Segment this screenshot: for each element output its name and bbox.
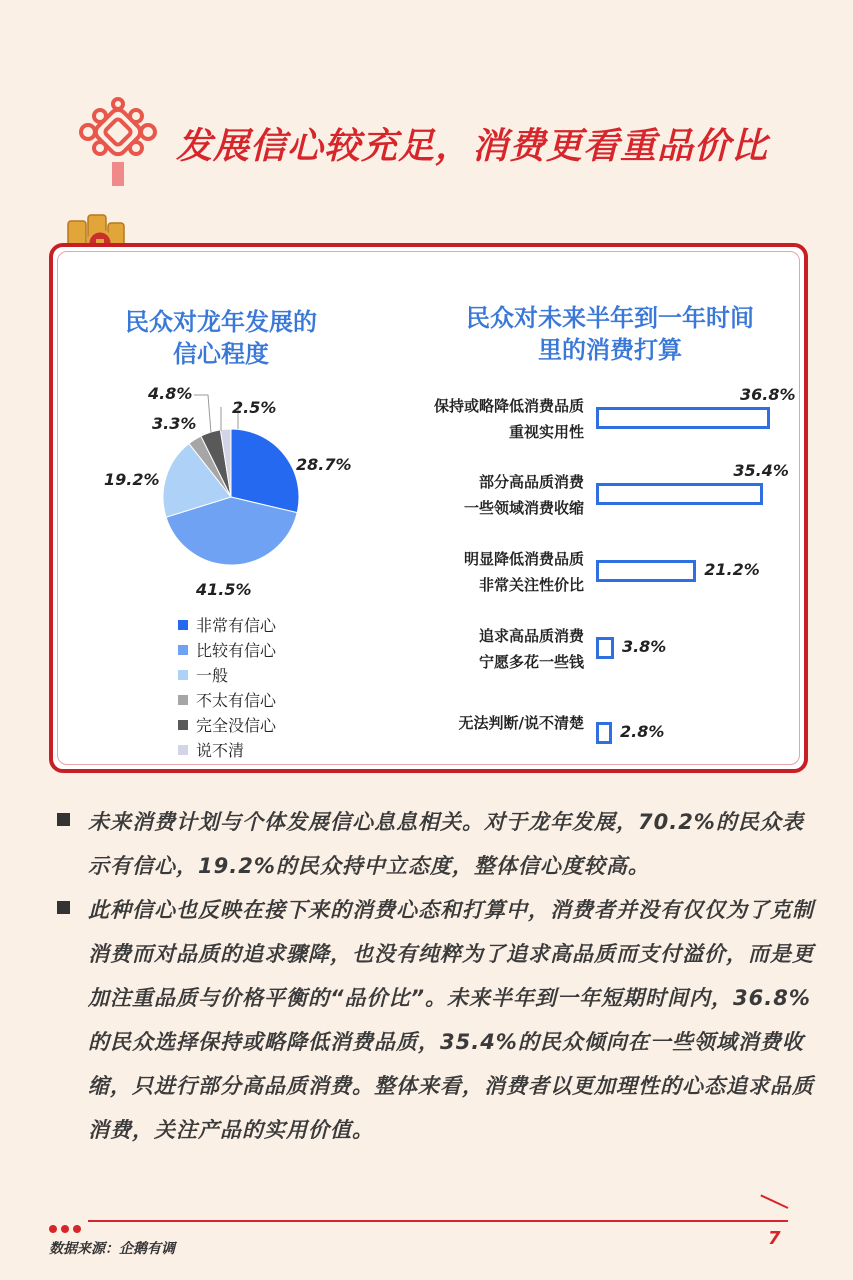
bar-row (400, 698, 820, 750)
bar-row (400, 461, 820, 521)
legend-item: 非常有信心 (178, 612, 276, 637)
bar-row (400, 546, 820, 598)
bullet-text: 此种信心也反映在接下来的消费心态和打算中，消费者并没有仅仅为了克制消费而对品质的追求骤降，也没有纯粹为了追求高品质而支付溢价，而是更加注重品质与价格平衡的“品价比”。未来半年到一年短期时间内，36.8%的民众选择保持或略降低消费品质，35.4%的民众倾向在一些领域消费收缩，只进行部分高品质消费。整体来看，消费者以更加理性的心态追求品质消费，关注产品的实用价值。 (88, 898, 814, 1142)
pie-label-not-confident: 3.3% (152, 414, 197, 433)
bar (596, 407, 770, 429)
page-number: 7 (768, 1228, 781, 1249)
bullet-text: 未来消费计划与个体发展信心息息相关。对于龙年发展，70.2%的民众表示有信心，19.2%的民众持中立态度，整体信心度较高。 (88, 810, 804, 878)
pie-title-line-1: 民众对龙年发展的 (125, 308, 317, 336)
bar-chart-title (420, 302, 800, 366)
bar (596, 637, 614, 659)
bar-value-label: 35.4% (733, 461, 789, 480)
pie-title-line-2: 信心程度 (173, 340, 269, 368)
pie-label-neutral: 19.2% (104, 470, 160, 489)
bar-value-label: 36.8% (740, 385, 796, 404)
footer-divider-tick (760, 1194, 788, 1208)
legend-item: 不太有信心 (178, 687, 276, 712)
footer-divider (88, 1220, 788, 1222)
bar-category-label: 无法判断/说不清楚 (458, 714, 584, 732)
bar-value-label: 2.8% (620, 722, 665, 741)
pie-chart-title (86, 306, 356, 370)
bar-category-label: 保持或略降低消费品质 重视实用性 (433, 397, 584, 441)
bar-value-label: 3.8% (621, 637, 667, 656)
bullet-item (55, 800, 815, 888)
bullet-square-icon (57, 813, 70, 826)
bar-title-line-2: 里的消费打算 (538, 336, 682, 364)
legend-item: 说不清 (178, 737, 276, 762)
chinese-knot-icon (78, 96, 158, 188)
pie-label-no-confidence: 4.8% (148, 384, 193, 403)
pie-legend (178, 612, 276, 762)
bar (596, 483, 763, 505)
pie-label-fairly-confident: 41.5% (196, 580, 252, 599)
bar (596, 722, 612, 744)
bar-row (400, 385, 820, 445)
bar-title-line-1: 民众对未来半年到一年时间 (466, 304, 754, 332)
bullet-item (55, 888, 815, 1152)
data-source: 数据来源：企鹅有调 (49, 1241, 175, 1257)
bar-category-label: 追求高品质消费 宁愿多花一些钱 (478, 627, 584, 671)
bullet-square-icon (57, 901, 70, 914)
bullet-list (55, 800, 815, 1152)
bar-category-label: 部分高品质消费 一些领域消费收缩 (463, 473, 584, 517)
bar (596, 560, 696, 582)
legend-item: 比较有信心 (178, 637, 276, 662)
confidence-pie-chart (90, 385, 390, 605)
pie-leader-line (194, 395, 211, 433)
bar-row (400, 623, 820, 675)
legend-item: 一般 (178, 662, 276, 687)
bar-category-label: 明显降低消费品质 非常关注性价比 (463, 550, 584, 594)
pie-label-very-confident: 28.7% (296, 455, 352, 474)
bar-value-label: 21.2% (704, 560, 760, 579)
page-title: 发展信心较充足，消费更看重品价比 (176, 126, 769, 167)
pie-label-unsure: 2.5% (232, 398, 277, 417)
footer-dots-icon (49, 1218, 85, 1237)
legend-item: 完全没信心 (178, 712, 276, 737)
